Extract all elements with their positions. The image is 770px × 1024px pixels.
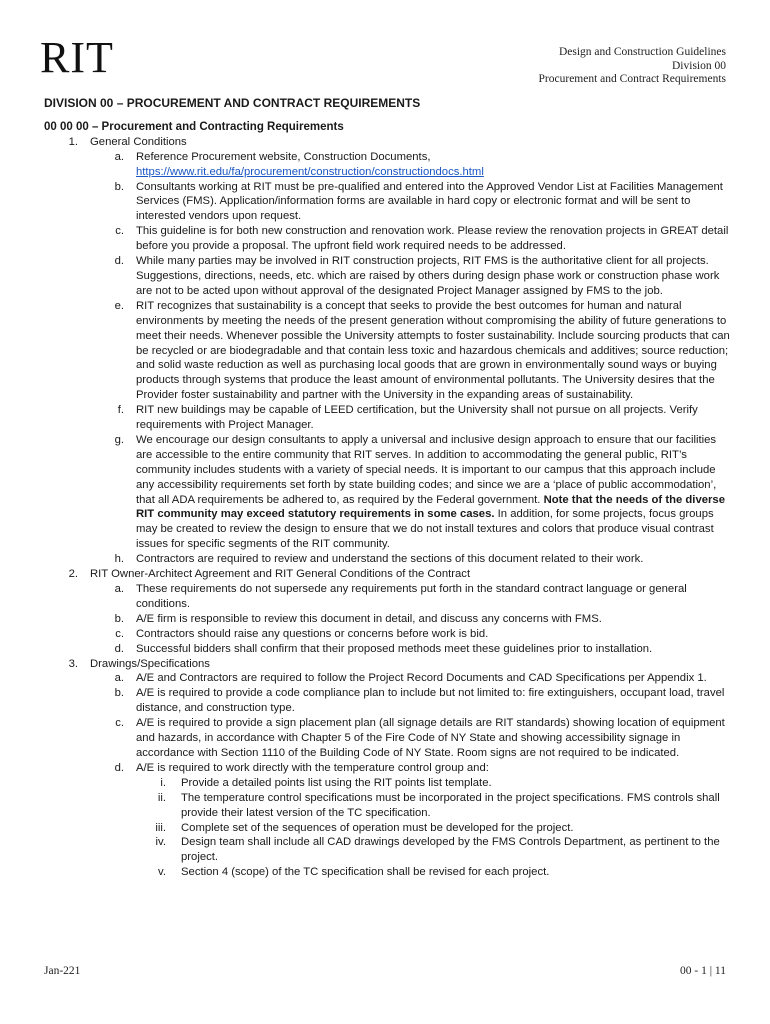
- header-title: Design and Construction Guidelines: [558, 46, 726, 58]
- list-marker: d.: [114, 642, 124, 655]
- list-item: [44, 761, 730, 776]
- item-text: A/E is required to work directly with the temperature control group and:: [136, 761, 489, 774]
- list-marker: 1.: [68, 135, 78, 148]
- item-text: Successful bidders shall confirm that their proposed methods meet these guidelines prior to installation.: [136, 642, 653, 655]
- division-title: DIVISION 00 – PROCUREMENT AND CONTRACT REQUIREMENTS: [44, 96, 421, 110]
- list-marker: b.: [114, 180, 124, 193]
- list-item: [44, 686, 730, 716]
- list-item: [44, 582, 730, 612]
- section-title: 00 00 00 – Procurement and Contracting Requirements: [44, 120, 344, 133]
- list-marker: v.: [158, 866, 166, 879]
- item-text: The temperature control specifications must be incorporated in the project specifications. FMS controls shall provide their latest version of the TC specification.: [181, 791, 720, 819]
- item-text: RIT recognizes that sustainability is a concept that seeks to provide the best outcomes for human and natural environments by meeting the needs of the present generation without compromising the ability of future generations to meet their needs. Whenever possible the University attempts to foster sustainability. Include sourcing products that can be recycled or are biodegradable and that contain less toxic and hazardous chemicals and additives; source reduction; and solid waste reduction as well as purchasing local goods that are grown in environmentally sound ways or buying products through systems that produce the least amount of environmental pollutants. The University desires that the Provider foster sustainability and partner with the University in the expanding areas of sustainability.: [136, 299, 730, 402]
- list-marker: a.: [114, 672, 124, 685]
- list-item: [44, 254, 730, 299]
- item-text: A/E is required to provide a code compliance plan to include but not limited to: fire extinguishers, occupant load, travel distance, and construction type.: [136, 687, 725, 715]
- rit-logo: RIT: [40, 33, 114, 82]
- item-text: A/E and Contractors are required to follow the Project Record Documents and CAD Specifications per Appendix 1.: [136, 672, 707, 685]
- item-text: Section 4 (scope) of the TC specification shall be revised for each project.: [181, 866, 550, 879]
- sub-list-item: [44, 776, 730, 791]
- list-item: [44, 642, 730, 657]
- emphasis-text: Note that the needs of the diverse RIT community may exceed statutory requirements in some cases.: [136, 493, 725, 521]
- item-text: Provide a detailed points list using the RIT points list template.: [181, 776, 492, 789]
- item-heading: Drawings/Specifications: [90, 657, 210, 670]
- item-text: A/E firm is responsible to review this document in detail, and discuss any concerns with FMS.: [136, 612, 602, 625]
- item-text: Design team shall include all CAD drawings developed by the FMS Controls Department, as pertinent to the project.: [181, 836, 720, 864]
- list-marker: 3.: [68, 657, 78, 670]
- list-marker: a.: [114, 583, 124, 595]
- list-item: [44, 180, 730, 225]
- list-item: [44, 627, 730, 642]
- header-division: Division 00: [672, 59, 726, 72]
- sub-list-item: [44, 835, 730, 865]
- sub-list-item: [44, 865, 730, 880]
- list-item: [44, 150, 730, 180]
- sub-list-item: [44, 821, 730, 836]
- list-marker: iii.: [155, 821, 166, 834]
- item-text: A/E is required to provide a sign placement plan (all signage details are RIT standards) showing location of equipment and hazards, in accordance with Chapter 5 of the Fire Code of NY State and showing accessibility signage in accordance with Section 1110 of the Building Code of NY State. Room signs are not required to be indicated.: [136, 717, 725, 759]
- list-item: [44, 135, 730, 150]
- list-marker: e.: [114, 299, 124, 312]
- list-item: [44, 403, 730, 433]
- page-number: 00 - 1 | 11: [680, 965, 726, 977]
- document-body: [44, 96, 730, 880]
- item-text: These requirements do not supersede any requirements put forth in the standard contract language or general conditions.: [136, 583, 687, 610]
- item-text-continued: In addition, for some projects, focus groups may be created to review the design to ensure that we do not install textures and colors that produce visual contrast issues for specific segments of the RIT community.: [136, 508, 714, 551]
- item-text: Contractors should raise any questions or concerns before work is bid.: [136, 627, 489, 640]
- list-marker: d.: [114, 255, 124, 268]
- list-marker: g.: [114, 433, 124, 446]
- item-text: Reference Procurement website, Construction Documents,: [136, 150, 431, 163]
- item-text: RIT new buildings may be capable of LEED certification, but the University shall not pursue on all projects. Verify requirements with Project Manager.: [136, 404, 698, 432]
- list-item: [44, 716, 730, 761]
- header-subtitle: Procurement and Contract Requirements: [538, 73, 726, 85]
- list-marker: ii.: [157, 791, 166, 804]
- item-text: Complete set of the sequences of operation must be developed for the project.: [181, 821, 574, 834]
- list-item: [44, 671, 730, 686]
- list-marker: c.: [115, 225, 124, 238]
- list-item: [44, 552, 730, 567]
- list-marker: d.: [114, 761, 124, 774]
- list-marker: f.: [117, 404, 124, 417]
- list-marker: b.: [114, 612, 124, 625]
- item-text: Consultants working at RIT must be pre-qualified and entered into the Approved Vendor List at Facilities Management Services (FMS). Application/information forms are available in hard copy or electronic format and will be sent to interested vendors upon request.: [136, 180, 723, 223]
- list-marker: a.: [114, 150, 124, 163]
- item-heading: RIT Owner-Architect Agreement and RIT General Conditions of the Contract: [90, 568, 471, 581]
- footer-date: Jan-221: [44, 965, 81, 977]
- list-marker: c.: [115, 717, 124, 730]
- list-item: [44, 657, 730, 672]
- list-item: [44, 299, 730, 403]
- list-item: [44, 567, 730, 582]
- list-item: [44, 433, 730, 552]
- item-heading: General Conditions: [90, 135, 187, 148]
- sub-list-item: [44, 791, 730, 821]
- list-marker: i.: [160, 776, 166, 789]
- list-item: [44, 612, 730, 627]
- procurement-link[interactable]: https://www.rit.edu/fa/procurement/construction/constructiondocs.html: [136, 165, 484, 178]
- list-marker: h.: [114, 553, 124, 566]
- item-text: While many parties may be involved in RIT construction projects, RIT FMS is the authoritative client for all projects. Suggestions, directions, needs, etc. which are raised by others during design phase work or construction phase work are not to be acted upon without approval of the designated Project Manager assigned by FMS to the job.: [136, 255, 720, 297]
- list-marker: c.: [115, 627, 124, 640]
- item-text: This guideline is for both new construction and renovation work. Please review the renovation projects in GREAT detail before you provide a proposal. The upfront field work required needs to be addressed.: [136, 225, 729, 253]
- document-header: [539, 46, 726, 87]
- list-item: [44, 224, 730, 254]
- list-marker: iv.: [155, 836, 166, 849]
- item-text: Contractors are required to review and understand the sections of this document related to their work.: [136, 553, 644, 566]
- list-marker: b.: [114, 687, 124, 700]
- list-marker: 2.: [68, 568, 78, 581]
- item-text: We encourage our design consultants to apply a universal and inclusive design approach to ensure that our facilities are accessible to the entire community that RIT serves. In addition to accommodating the general public, RIT’s community includes students with a variety of special needs. It is important to our campus that this approach include any accessibility requirements set forth by state building codes; and since we are a ‘place of public accommodation’, that all ADA requirements be adhered to, as required by the Federal government.: [136, 433, 717, 506]
